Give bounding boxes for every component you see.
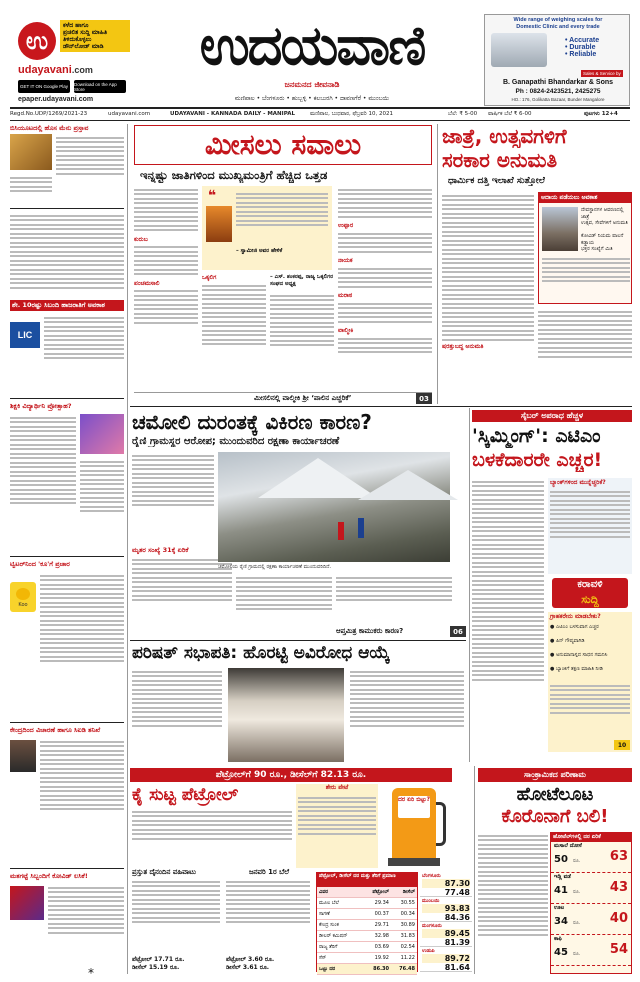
hotel-item-price: 40: [609, 911, 628, 926]
skim-q1-box: [548, 478, 632, 574]
petrol-table-title: ಪೆಟ್ರೋಲ್, ಡೀಸೆಲ್ ದರ ಮತ್ತು ತೆರಿಗೆ ಪ್ರಮಾಣ: [317, 873, 417, 887]
food-photo: [10, 134, 52, 170]
petrol-table-cell: 32.98: [374, 933, 389, 939]
chamoli-death-count: ಮೃತರ ಸಂಖ್ಯೆ 31ಕ್ಕೆ ಏರಿಕೆ: [132, 546, 189, 554]
left-story6: [10, 872, 124, 972]
right-top-box: [538, 192, 632, 304]
petrol-banner: ಪೆಟ್ರೋಲ್‌ಗೆ 90 ರೂ., ಡೀಸೆಲ್‌ಗೆ 82.13 ರೂ.: [130, 768, 452, 782]
ad-address: HO.: 176, Golikatta Bazaar, Bunder Mangalore: [511, 97, 605, 102]
skim-tip-2: ● ಪಿನ್ ಗೌಪ್ಯವಾಗಿಡಿ: [550, 638, 585, 644]
hotel-box: [550, 832, 632, 974]
petrol-table-cell: 29.71: [374, 922, 389, 928]
city-diesel-price: 77.48: [444, 888, 470, 897]
hotel-item-name: ಮಸಾಲೆ ದೋಸೆ: [554, 843, 582, 849]
city-diesel-price: 81.39: [444, 938, 470, 947]
petrol-headline: ಕೈ ಸುಟ್ಟ ಪೆಟ್ರೋಲ್: [132, 785, 239, 805]
ad-company: B. Ganapathi Bhandarkar & Sons: [502, 79, 614, 86]
issue-date: ಮಣಿಪಾಲ, ಬುಧವಾರ, ಫೆಬ್ರವರಿ 10, 2021: [310, 111, 393, 117]
right-top-body: [442, 192, 534, 388]
petrol-table-cell: ಮೂಲ ಬೆಲೆ: [319, 900, 339, 906]
coastal-badge-2: ಸುದ್ದಿ: [581, 593, 599, 606]
section-kuruba: ಕುರುಬ: [134, 235, 148, 243]
petrol-table-cell: 30.55: [400, 900, 415, 906]
skim-q2: ಗ್ರಾಹಕರೇನು ಮಾಡಬೇಕು?: [550, 613, 601, 620]
skim-q2-box: [548, 612, 632, 752]
skim-col1: [472, 478, 544, 748]
chamoli-photo: [218, 452, 450, 562]
city-diesel-price: 84.36: [444, 913, 470, 922]
hotel-item-unit: ರೂ.: [573, 858, 581, 864]
left-story1-title: ಬಿಸಿಯೂಟದಲ್ಲಿ ಹೊಸ ಮೆನು ಪ್ರಸ್ತಾವ: [10, 124, 89, 132]
masthead-promo: [14, 18, 132, 104]
price-annual: ವಾರ್ಷಿಕ ಬೆಲೆ ₹ 6-00: [488, 111, 532, 117]
petrol-box3-title: ಜನವರಿ 1ರ ಬೆಲೆ: [248, 868, 290, 876]
hotel-item-unit: ರೂ.: [573, 951, 581, 957]
petrol-table-cell: 19.92: [374, 955, 389, 961]
left-story1: [10, 124, 124, 206]
petrol-table-cell: 00.37: [374, 911, 389, 917]
petrol-table-header-cell: ವಿವರ: [319, 889, 329, 895]
right-vrule: [437, 124, 438, 404]
page-count: ಪುಟಗಳು 12+4: [584, 111, 618, 117]
hotel-item-old-price: 34: [554, 916, 568, 927]
left-story4: [10, 560, 124, 720]
hotel-item-unit: ರೂ.: [573, 920, 581, 926]
masthead-ad: [484, 14, 630, 106]
section-maratha: ಮರಾಠ: [338, 292, 353, 299]
chamoli-sub: ರೈಣಿ ಗ್ರಾಮಸ್ಥರ ಆರೋಪ; ಮುಂದುವರಿದ ರಕ್ಷಣಾ ಕಾರ್ಯಾಚರಣೆ: [132, 436, 340, 447]
editions-line: ಮಣಿಪಾಲ • ಬೆಂಗಳೂರು • ಹುಬ್ಬಳ್ಳಿ • ಕಲಬುರಗಿ • ದಾವಣಗೆರೆ • ಮುಂಬಯಿ: [234, 95, 390, 102]
petrol-box3: [226, 868, 312, 972]
petrol-table-cell: ಸೆಸ್: [319, 955, 327, 961]
hotel-price-item: [551, 935, 631, 966]
petrol-table-cell: 02.54: [400, 944, 415, 950]
promo-tagline: ಕಳೆದ ಹಾಗೂ ಪ್ರಚಲಿತ ಸುದ್ದಿ ಮಾಹಿತಿ ತಿಳಿದುಕೊಳ್ಳಲು ಡೌನ್‌ಲೋಡ್ ಮಾಡಿ: [60, 20, 130, 52]
koo-logo-icon: [10, 582, 36, 612]
petrol-table-row: [317, 898, 417, 909]
skim-tip-1: ● ಎಟಿಎಂ ಬಳಸುವಾಗ ಎಚ್ಚರ: [550, 624, 599, 630]
petrol-table-cell: ಒಟ್ಟು ದರ: [319, 966, 336, 972]
council-headline: ಪರಿಷತ್ ಸಭಾಪತಿ: ಹೊರಟ್ಟಿ ಅವಿರೋಧ ಆಯ್ಕೆ: [132, 643, 390, 663]
google-play-badge[interactable]: GET IT ON Google Play: [18, 80, 70, 93]
petrol-table-cell: 31.83: [400, 933, 415, 939]
hotel-price-item: [551, 904, 631, 935]
skim-headline1: 'ಸ್ಕಿಮ್ಮಿಂಗ್': ಎಟಿಎಂ: [472, 425, 601, 447]
petrol-table-row: [317, 931, 417, 942]
skim-headline2: ಬಳಕೆದಾರರೇ ಎಚ್ಚರ!: [472, 449, 603, 471]
lead-col-mid2: [270, 274, 334, 386]
epaper-link[interactable]: epaper.udayavani.com: [18, 96, 94, 103]
lead-footer: [134, 392, 432, 404]
udayavani-logo-icon: ಉ: [18, 22, 56, 60]
city-name: ಬೆಂಗಳೂರು: [422, 873, 441, 879]
council-col2: [350, 668, 464, 764]
hotel-item-name: ಊಟ: [554, 905, 565, 911]
hotel-tag: ಸಾಂಕ್ರಾಮಿಕದ ಪರಿಣಾಮ: [478, 768, 632, 782]
petrol-table-cell: 29.34: [374, 900, 389, 906]
phone-photo: [80, 414, 124, 454]
lead-col-mid: [202, 274, 266, 386]
lead-subheadline: ಇನ್ನಷ್ಟು ಜಾತಿಗಳಿಂದ ಮುಖ್ಯಮಂತ್ರಿಗೆ ಹೆಚ್ಚಿದ ಒತ್ತಡ: [140, 168, 328, 182]
portrait-photo: [10, 740, 36, 772]
hotel-headline2: ಕೊರೊನಾಗೆ ಬಲಿ!: [501, 806, 609, 827]
regd-number: Regd.No.UDP/1269/2021-23: [10, 111, 88, 117]
scale-image-icon: [491, 33, 547, 67]
petrol-table-cell: 03.69: [374, 944, 389, 950]
left-column: [10, 124, 124, 974]
pump-label: ದರ ಏರಿ ಬಿಟ್ಟು?: [397, 796, 431, 803]
skim-page-ref[interactable]: 10: [614, 740, 630, 750]
skim-tag: ಸೈಬರ್ ಅಪರಾಧ ಹೆಚ್ಚಳ: [472, 410, 632, 422]
petrol-table: [316, 872, 418, 972]
left-story5: [10, 726, 124, 866]
skim-tip-3: ● ಅನುಮಾನಾಸ್ಪದ ಸಾಧನ ಗಮನಿಸಿ: [550, 652, 608, 658]
skim-q1: ಬ್ಯಾಂಕ್‌ಗಳಿಂದ ಮುನ್ನೆಚ್ಚರಿಕೆ?: [550, 479, 606, 486]
left-divider-1: [10, 208, 124, 209]
left-divider-3: [10, 556, 124, 557]
hotel-item-price: 54: [609, 942, 628, 957]
right-top-headline1: ಜಾತ್ರೆ, ಉತ್ಸವಗಳಿಗೆ: [442, 124, 567, 148]
right-top-headline2: ಸರಕಾರ ಅನುಮತಿ: [442, 148, 558, 172]
left-story-filler: [10, 212, 124, 298]
petrol-table-cell: ಕೇಂದ್ರ ಸುಂಕ: [319, 922, 339, 928]
hotel-price-item: [551, 842, 631, 873]
right-top-col2: [538, 308, 632, 388]
city-price-block: [420, 897, 472, 922]
hotel-item-price: 43: [609, 880, 628, 895]
ad-phone: Ph : 0824-2423521, 2425275: [515, 88, 601, 95]
hotel-item-old-price: 41: [554, 885, 568, 896]
lead-col1: [134, 186, 198, 386]
city-prices: [420, 872, 472, 972]
chamoli-col2: [236, 574, 332, 636]
petrol-box2: [132, 868, 222, 972]
mid-hrule: [130, 406, 632, 407]
lic-logo-icon: LIC: [10, 322, 40, 348]
chamoli-col1: [132, 452, 214, 544]
left-story2: [10, 300, 124, 396]
left-story6-title: ಮತಗಟ್ಟೆ ಸಿಬ್ಬಂದಿಗೆ ಕೋವಿಡ್ ಲಸಿಕೆ!: [10, 872, 88, 880]
city-petrol-price: 87.30: [422, 879, 470, 888]
petrol-box1: [296, 784, 378, 868]
petrol-table-row: [317, 964, 417, 975]
city-price-block: [420, 872, 472, 897]
bottom-right-prices: ಪೆಟ್ರೋಲ್ 3.60 ರೂ. ಡೀಸೆಲ್ 3.61 ರೂ.: [226, 956, 275, 971]
petrol-table-row: [317, 942, 417, 953]
brand-small: udayavani.com: [18, 64, 93, 76]
chamoli-footer: [336, 626, 466, 638]
petrol-col1: [132, 808, 292, 866]
hotel-body: [478, 832, 548, 972]
hotel-item-old-price: 50: [554, 854, 568, 865]
petrol-table-header: [317, 887, 417, 898]
left-divider-4: [10, 722, 124, 723]
petrol-table-row: [317, 909, 417, 920]
temple-photo: [542, 207, 578, 251]
app-store-badge[interactable]: Download on the App Store: [74, 80, 126, 93]
skim-tip-4: ● ಬ್ಯಾಂಕಿಗೆ ತಕ್ಷಣ ಮಾಹಿತಿ ನೀಡಿ: [550, 666, 603, 672]
chamoli-col3: [336, 574, 452, 626]
left-story4-title: ಟ್ವಿಟರ್‌ನಿಂದ 'ಕೂ'ಗೆ ಪ್ರಚಾರ: [10, 560, 70, 568]
petrol-table-header-cell: ಪೆಟ್ರೋಲ್: [372, 889, 389, 895]
price: ಬೆಲೆ: ₹ 5-00: [448, 111, 478, 117]
right-top-sub: ಧಾರ್ಮಿಕ ದತ್ತಿ ಇಲಾಖೆ ಸುತ್ತೋಲೆ: [448, 176, 545, 186]
city-price-block: [420, 922, 472, 947]
section-panchamasali: ಪಂಚಮಸಾಲಿ: [134, 279, 160, 287]
petrol-box2-title: ಪ್ರಸ್ತುತ ದೈನಂದಿನ ವಹಿವಾಟು: [132, 868, 196, 876]
city-name: ಉಡುಪಿ: [422, 948, 435, 954]
petrol-table-cell: 30.89: [400, 922, 415, 928]
left-divider-2: [10, 398, 124, 399]
site-url: udayavani.com: [108, 111, 151, 117]
lead-footer-text: ಮೀಸಲಿನಲ್ಲಿ ವಾಲ್ಮೀಕಿ ಶ್ರೀ ‘ಪಾಲಿನ ಎಚ್ಚರಿಕೆ’: [254, 394, 352, 402]
left-column-vrule: [127, 124, 128, 974]
swamiji-photo: [206, 206, 232, 242]
city-name: ಮಂಗಳೂರು: [422, 923, 442, 929]
hotel-item-price: 63: [609, 849, 628, 864]
hotel-item-name: ಇಡ್ಲಿ ವಡೆ: [554, 874, 571, 880]
coastal-badge: [552, 578, 628, 608]
quote-mark-icon: ❝: [207, 188, 217, 204]
petrol-table-row: [317, 920, 417, 931]
koo-label: Koo: [18, 602, 28, 608]
section-uppara: ಉಪ್ಪಾರ: [338, 222, 354, 229]
section-vokkaliga: ಒಕ್ಕಲಿಗ: [202, 274, 217, 281]
lead-col4: [338, 186, 432, 386]
ad-bullets: • Accurate • Durable • Reliable: [565, 37, 600, 58]
ad-service: Sales & Service by: [583, 71, 621, 76]
petrol-table-cell: 76.48: [399, 966, 415, 972]
petrol-table-cell: ಡೀಲರ್ ಕಮಿಷನ್: [319, 933, 348, 939]
city-petrol-price: 89.72: [422, 954, 470, 963]
right-top-box-items: ದೇವಸ್ಥಾನಗಳ ಆವರಣದಲ್ಲಿ ಜಾತ್ರೆ ಉತ್ಸವ, ಸೇವೆಗಳಿಗೆ ಅನುಮತಿ ಕೋವಿಡ್ ನಿಯಮ ಪಾಲನೆ ಕಡ್ಡಾಯ ಭಕ್ತರ ಸಂಖ್ಯೆಗೆ ಮಿತಿ: [581, 207, 628, 252]
council-top-rule: [130, 640, 466, 641]
petrol-table-body: [317, 887, 417, 975]
hotel-vrule: [474, 766, 475, 974]
lead-headline: ಮೀಸಲು ಸವಾಲು: [204, 128, 362, 161]
council-photo: [228, 668, 344, 762]
bottom-left-prices: ಪೆಟ್ರೋಲ್ 17.71 ರೂ. ಡೀಸೆಲ್ 15.19 ರೂ.: [132, 956, 185, 971]
paper-name: UDAYAVANI - KANNADA DAILY - MANIPAL: [170, 111, 295, 117]
ad-top2: Domestic Clinic and every trade: [516, 24, 600, 30]
lead-quote2: – ಎಸ್. ಶಂಕರಪ್ಪ, ರಾಜ್ಯ ಒಕ್ಕಲಿಗರ ಸಂಘದ ಅಧ್ಯಕ್ಷ: [270, 274, 333, 287]
hotel-item-name: ಕಾಫಿ: [554, 936, 562, 942]
petrol-table-cell: ಸಾಗಣೆ: [319, 911, 330, 917]
dateline-bottom-rule: [10, 120, 630, 121]
chamoli-page-ref[interactable]: 06: [450, 626, 466, 637]
coastal-badge-1: ಕರಾವಳಿ: [577, 579, 603, 590]
dateline: [10, 109, 630, 119]
masthead-slogan: ಜನಮನದ ಜೀವನಾಡಿ: [284, 80, 340, 89]
petrol-table-cell: ರಾಜ್ಯ ತೆರಿಗೆ: [319, 944, 338, 950]
petrol-table-header-cell: ಡೀಸೆಲ್: [402, 889, 415, 895]
quote-author: – ಸ್ವಾಮೀಜಿ ಅವರ ಹೇಳಿಕೆ: [236, 248, 283, 254]
petrol-table-cell: 00.34: [400, 911, 415, 917]
petrol-box1-title: ಶೇರು ಪೇಟೆ: [325, 784, 349, 791]
masthead-title: ಉದಯವಾಣಿ: [199, 14, 425, 77]
skim-vrule: [469, 408, 470, 762]
ad-top: Wide range of weighing scales for: [513, 17, 603, 23]
chamoli-headline: ಚಮೋಲಿ ದುರಂತಕ್ಕೆ ವಿಕಿರಣ ಕಾರಣ?: [132, 410, 372, 434]
petrol-table-cell: 86.30: [373, 966, 389, 972]
right-top-box-title: ಆದಾಯ ಪಡೆಯಲು ಅವಕಾಶ: [539, 193, 631, 203]
city-name: ಮುಂಬಯಿ: [422, 898, 440, 904]
left-story5-title: ಕೇಂದ್ರದಿಂದ ವಿಚಾರಣೆ ಹಾಗೂ ಸಿಐಡಿ ತನಿಖೆ: [10, 726, 101, 734]
hotel-item-old-price: 45: [554, 947, 568, 958]
chamoli-caption: ಚಮೋಲಿಯ ರೈಣಿ ಗ್ರಾಮದಲ್ಲಿ ರಕ್ಷಣಾ ಕಾರ್ಯಾಚರಣೆ ಮುಂದುವರಿದಿದೆ.: [218, 564, 332, 570]
pump-icon: [382, 784, 452, 874]
city-petrol-price: 93.83: [422, 904, 470, 913]
petrol-table-cell: 11.22: [400, 955, 415, 961]
hotel-price-item: [551, 873, 631, 904]
hotel-headline1: ಹೋಟೆಲೂಟ: [516, 784, 594, 805]
lead-quote-box: [202, 186, 332, 270]
council-col1: [132, 668, 222, 764]
lead-page-ref[interactable]: 03: [416, 393, 432, 404]
vaccine-photo: [10, 886, 44, 920]
section-nayaka: ನಾಯಕ: [338, 257, 353, 264]
right-top-bold: ಷರತ್ತುಬದ್ಧ ಅನುಮತಿ: [442, 343, 484, 350]
page-bottom-mark: *: [88, 966, 94, 980]
hotel-item-unit: ರೂ.: [573, 889, 581, 895]
section-valmiki: ವಾಲ್ಮೀಕಿ: [338, 327, 354, 334]
left-story3-title: ಶಿಕ್ಷಕಿ ವಿದ್ಯಾರ್ಥಿನಿ ಪ್ರೋತ್ಸಾಹ?: [10, 402, 72, 410]
petrol-table-row: [317, 953, 417, 964]
city-petrol-price: 89.45: [422, 929, 470, 938]
left-story2-title: ಶೇ. 10ರಷ್ಟು ಸಿಬಂದಿ ಹಾಜರಾತಿಗೆ ಅವಕಾಶ: [10, 300, 124, 311]
city-diesel-price: 81.64: [444, 963, 470, 972]
chamoli-q-ref: ಆಪ್ತಮಿತ್ರ ಕಾಮುಕರು ಕಾರಣ?: [336, 627, 404, 635]
hotel-box-title: ಹೋಟೆಲ್‌ಗಳಲ್ಲಿ ದರ ಏರಿಕೆ: [551, 833, 631, 842]
left-story3: [10, 402, 124, 554]
city-price-block: [420, 947, 472, 972]
left-divider-5: [10, 868, 124, 869]
chamoli-col1b: [132, 556, 232, 636]
